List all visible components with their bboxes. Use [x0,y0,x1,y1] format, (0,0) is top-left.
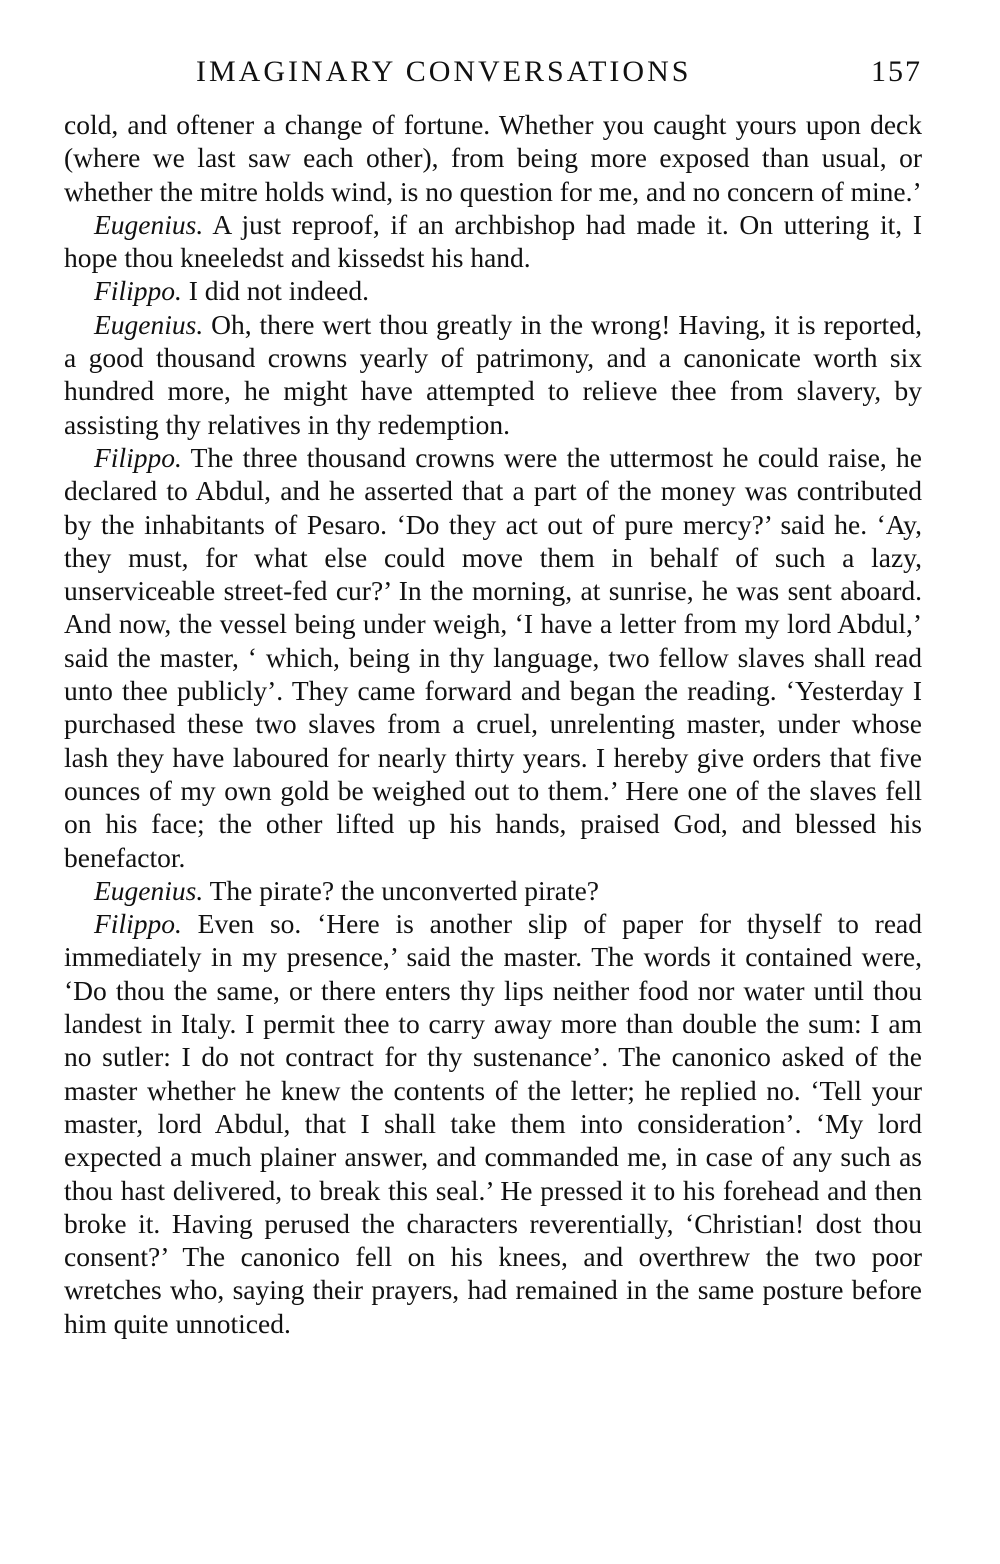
dialogue-paragraph [64,274,922,307]
body-text [64,108,922,1340]
dialogue-paragraph [64,308,922,441]
paragraph-text: cold, and oftener a change of fortune. Whether you caught yours upon deck (where we last saw each other), from being more exposed than usual, or whether the mitre holds wind, is no question for me, and no concern of mine.’ [64,109,922,207]
speaker-name: Filippo. [94,908,182,940]
paragraph-text: The three thousand crowns were the uttermost he could raise, he declared to Abdul, and he asserted that a part of the money was contributed by the inhabitants of Pesaro. ‘Do they act out of pure mercy?’ said he. ‘Ay, they must, for what else could move them in behalf of such a lazy, unserviceable street-fed cur?’ In the morning, at sunrise, he was sent aboard. And now, the vessel being under weigh, ‘I have a letter from my lord Abdul,’ said the master, ‘ which, being in thy language, two fellow slaves shall read unto thee publicly’. They came forward and began the reading. ‘Yesterday I purchased these two slaves from a cruel, unrelenting master, under whose lash they have laboured for nearly thirty years. I hereby give orders that five ounces of my own gold be weighed out to them.’ Here one of the slaves fell on his face; the other lifted up his hands, praised God, and blessed his benefactor. [64,441,922,873]
paragraph-text: Even so. ‘Here is another slip of paper for thyself to read immediately in my presence,’ said the master. The words it contained were, ‘Do thou the same, or there enters thy lips neither food nor water until thou landest in Italy. I permit thee to carry away more than double the sum: I am no sutler: I do not contract for thy sustenance’. The canonico asked of the master whether he knew the contents of the letter; he replied no. ‘Tell your master, lord Abdul, that I shall take them into consideration’. ‘My lord expected a much plainer answer, and commanded me, in case of any such as thou hast delivered, to break this seal.’ He pressed it to his forehead and then broke it. Having perused the characters reverentially, ‘Christian! dost thou consent?’ The canonico fell on his knees, and overthrew the two poor wretches who, saying their prayers, had remained in the same posture before him quite unnoticed. [64,908,923,1339]
book-page [64,50,922,1340]
dialogue-paragraph [64,441,922,874]
paragraph-text: Oh, there wert thou greatly in the wrong! Having, it is reported, a good thousand crowns yearly of patrimony, and a canonicate worth six hundred more, he might have attempted to relieve thee from slavery, by assisting thy relatives in thy redemption. [64,308,923,440]
paragraph-text: A just reproof, if an archbishop had made it. On uttering it, I hope thou kneeledst and kissedst his hand. [64,208,922,274]
dialogue-paragraph [64,907,922,1340]
dialogue-paragraph [64,874,922,907]
speaker-name: Eugenius. [94,874,204,906]
paragraph-continuation [64,108,922,208]
dialogue-paragraph [64,208,922,275]
paragraph-text: The pirate? the unconverted pirate? [209,874,600,906]
running-title: IMAGINARY CONVERSATIONS [196,55,692,88]
speaker-name: Filippo. [94,441,182,473]
speaker-name: Eugenius. [94,308,204,340]
paragraph-text: I did not indeed. [188,275,369,307]
speaker-name: Eugenius. [94,208,204,240]
running-head [64,50,922,94]
page-number: 157 [871,55,922,88]
speaker-name: Filippo. [94,275,182,307]
